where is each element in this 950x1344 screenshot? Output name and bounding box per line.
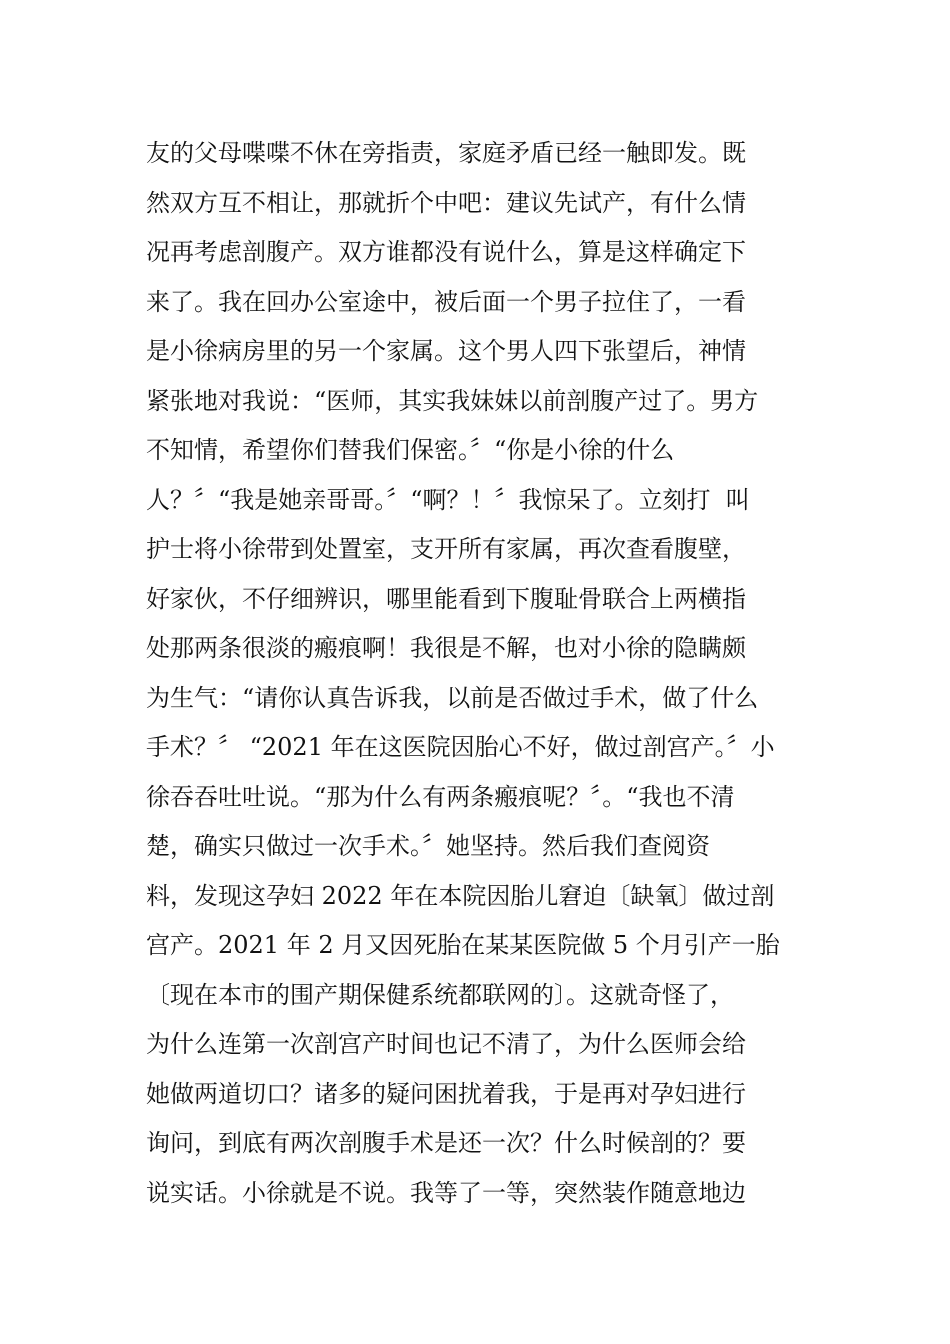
text-line: 〔现在本市的围产期保健系统都联网的〕。这就奇怪了， xyxy=(146,980,734,1009)
text-line: 友的父母喋喋不休在旁指责，家庭矛盾已经一触即发。既 xyxy=(146,139,746,167)
text-line: 询问，到底有两次剖腹手术是还一次？什么时候剖的？要 xyxy=(146,1129,746,1157)
text-line: 况再考虑剖腹产。双方谁都没有说什么，算是这样确定下 xyxy=(146,238,746,266)
text-line: 是小徐病房里的另一个家属。这个男人四下张望后，神情 xyxy=(146,337,746,365)
text-line: 为生气：“请你认真告诉我，以前是否做过手术，做了什么 xyxy=(146,683,759,712)
text-line: 宫产。2021 年 2 月又因死胎在某某医院做 5 个月引产一胎 xyxy=(146,931,780,959)
text-line: 楚，确实只做过一次手术。〞她坚持。然后我们查阅资 xyxy=(146,832,710,860)
text-line: 来了。我在回办公室途中，被后面一个男子拉住了，一看 xyxy=(146,287,746,316)
body-text xyxy=(146,129,826,1218)
text-line: 不知情，希望你们替我们保密。〞“你是小徐的什么 xyxy=(146,436,675,464)
text-line: 处那两条很淡的瘢痕啊！我很是不解，也对小徐的隐瞒颇 xyxy=(146,634,746,662)
text-line: 好家伙，不仔细辨识，哪里能看到下腹耻骨联合上两横指 xyxy=(146,584,746,613)
text-line: 说实话。小徐就是不说。我等了一等，突然装作随意地边 xyxy=(146,1178,746,1207)
text-line: 为什么连第一次剖宫产时间也记不清了，为什么医师会给 xyxy=(146,1030,746,1058)
text-line: 紧张地对我说：“医师，其实我妹妹以前剖腹产过了。男方 xyxy=(146,386,759,415)
text-line: 护士将小徐带到处置室，支开所有家属，再次查看腹壁， xyxy=(146,535,746,563)
text-line: 手术？〞 “2021 年在这医院因胎心不好，做过剖宫产。〞小 xyxy=(146,733,775,761)
text-line: 料，发现这孕妇 2022 年在本院因胎儿窘迫〔缺氧〕做过剖 xyxy=(146,881,775,910)
text-line: 然双方互不相让，那就折个中吧：建议先试产，有什么情 xyxy=(146,188,746,217)
text-line: 人？〞“我是她亲哥哥。〞“啊？！〞我惊呆了。立刻打 叫 xyxy=(146,485,750,514)
text-line: 徐吞吞吐吐说。“那为什么有两条瘢痕呢？〞。“我也不清 xyxy=(146,782,735,811)
text-line: 她做两道切口？诸多的疑问困扰着我，于是再对孕妇进行 xyxy=(146,1079,746,1108)
